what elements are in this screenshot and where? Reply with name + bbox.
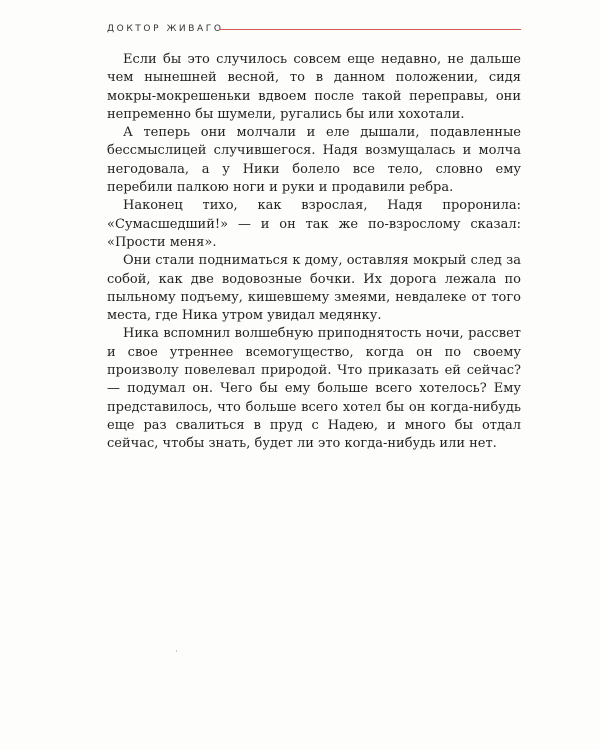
paragraph-3: Наконец тихо, как взрослая, Надя проронила: «Сумасшедший!» — и он так же по-взрослому сказал: «Прости меня». bbox=[107, 198, 521, 250]
paragraph-5: Ника вспомнил волшебную приподнятость ночи, рассвет и свое утреннее всемогущество, когда он по своему произволу повелевал природой. Что приказать ей сейчас? — подумал он. Чего бы ему больше всего хотелось? Ему представилось, что больше всего хотел бы он когда-нибудь еще раз свалиться в пруд с Надею, и много бы отдал сейчас, чтобы знать, будет ли это когда-нибудь или нет. bbox=[107, 326, 521, 452]
paragraph-1: Если бы это случилось совсем еще недавно, не дальше чем нынешней весной, то в данном положении, сидя мокры-мокрешеньки вдвоем после такой переправы, они непременно бы шумели, ругались бы или хохотали. bbox=[107, 52, 521, 122]
paper-speck bbox=[176, 650, 177, 652]
paragraph-2: А теперь они молчали и еле дышали, подавленные бессмыслицей случившегося. Надя возмущалась и молча негодовала, а у Ники болело все тело, словно ему перебили палкою ноги и руки и продавили ребра. bbox=[107, 125, 521, 196]
body-text bbox=[107, 51, 521, 454]
running-head-rule bbox=[219, 29, 521, 30]
running-head bbox=[107, 22, 521, 36]
paragraph-4: Они стали подниматься к дому, оставляя мокрый след за собой, как две водовозные бочки. Их дорога лежала по пыльному подъему, кишевшему змеями, невдалеке от того места, где Ника утром увидал медянку. bbox=[107, 253, 521, 324]
running-head-title: ДОКТОР ЖИВАГО bbox=[107, 24, 224, 34]
